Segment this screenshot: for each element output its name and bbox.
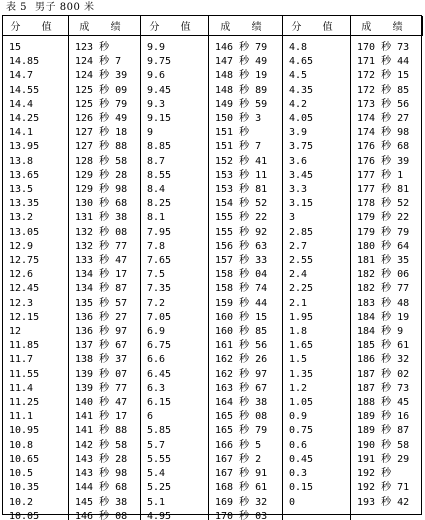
score-cell: 3.15 bbox=[289, 198, 314, 210]
score-cell: 10.2 bbox=[9, 496, 34, 508]
time-cell: 182 秒 77 bbox=[357, 283, 410, 295]
time-cell: 185 秒 61 bbox=[357, 340, 410, 352]
time-cell: 128 秒 58 bbox=[75, 155, 128, 167]
score-cell: 7.5 bbox=[147, 269, 166, 281]
time-cell: 157 秒 33 bbox=[215, 255, 268, 267]
score-cell: 7.35 bbox=[147, 283, 172, 295]
time-cell: 172 秒 15 bbox=[357, 70, 410, 82]
score-cell: 1.5 bbox=[289, 354, 308, 366]
score-cell: 2.7 bbox=[289, 240, 308, 252]
time-cell: 181 秒 35 bbox=[357, 255, 410, 267]
time-cell: 184 秒 19 bbox=[357, 311, 410, 323]
score-cell: 11.25 bbox=[9, 397, 40, 409]
score-cell: 2.55 bbox=[289, 255, 314, 267]
score-cell: 14.1 bbox=[9, 127, 34, 139]
time-cell: 139 秒 77 bbox=[75, 382, 128, 394]
score-cell: 7.2 bbox=[147, 297, 166, 309]
score-cell: 9.9 bbox=[147, 42, 166, 53]
score-cell: 12.3 bbox=[9, 297, 34, 309]
time-cell: 150 秒 3 bbox=[215, 113, 262, 125]
score-cell: 13.05 bbox=[9, 226, 40, 238]
score-cell: 13.5 bbox=[9, 184, 34, 196]
time-cell: 166 秒 5 bbox=[215, 439, 262, 451]
time-cell: 159 秒 44 bbox=[215, 297, 268, 309]
time-cell: 176 秒 39 bbox=[357, 155, 410, 167]
time-cell: 155 秒 22 bbox=[215, 212, 268, 224]
score-cell: 8.7 bbox=[147, 155, 166, 167]
score-cell: 2.85 bbox=[289, 226, 314, 238]
header-score: 分 值 bbox=[283, 16, 351, 36]
score-cell: 12.45 bbox=[9, 283, 40, 295]
header-score: 分 值 bbox=[141, 16, 209, 36]
time-cell: 151 秒 7 bbox=[215, 141, 262, 153]
time-cell: 155 秒 92 bbox=[215, 226, 268, 238]
score-cell: 1.65 bbox=[289, 340, 314, 352]
time-cell: 141 秒 17 bbox=[75, 411, 128, 423]
score-cell: 4.05 bbox=[289, 113, 314, 125]
score-cell: 8.4 bbox=[147, 184, 166, 196]
score-cell: 3.75 bbox=[289, 141, 314, 153]
score-cell: 5.1 bbox=[147, 496, 166, 508]
time-cell: 142 秒 58 bbox=[75, 439, 128, 451]
score-cell: 6.9 bbox=[147, 326, 166, 338]
score-cell: 7.95 bbox=[147, 226, 172, 238]
time-cell: 182 秒 06 bbox=[357, 269, 410, 281]
score-cell: 11.85 bbox=[9, 340, 40, 352]
score-cell: 0.9 bbox=[289, 411, 308, 423]
time-cell: 179 秒 22 bbox=[357, 212, 410, 224]
score-cell: 0.15 bbox=[289, 482, 314, 494]
score-cell: 13.8 bbox=[9, 155, 34, 167]
time-cell: 153 秒 11 bbox=[215, 169, 268, 181]
time-cell: 170 秒 73 bbox=[357, 42, 410, 53]
time-cell: 127 秒 18 bbox=[75, 127, 128, 139]
score-cell: 3 bbox=[289, 212, 296, 224]
score-cell: 9.3 bbox=[147, 98, 166, 110]
time-cell: 190 秒 58 bbox=[357, 439, 410, 451]
time-cell: 192 秒 71 bbox=[357, 482, 410, 494]
time-cell: 187 秒 02 bbox=[357, 368, 410, 380]
score-cell: 10.65 bbox=[9, 453, 40, 465]
score-cell: 12.75 bbox=[9, 255, 40, 267]
time-cell: 137 秒 67 bbox=[75, 340, 128, 352]
score-cell: 9.75 bbox=[147, 56, 172, 68]
score-cell: 4.95 bbox=[147, 510, 172, 520]
time-cell: 124 秒 7 bbox=[75, 56, 122, 68]
time-cell: 184 秒 9 bbox=[357, 326, 404, 338]
score-cell: 0.6 bbox=[289, 439, 308, 451]
time-cell: 147 秒 49 bbox=[215, 56, 268, 68]
time-cell: 167 秒 91 bbox=[215, 468, 268, 480]
time-cell: 151 秒 bbox=[215, 127, 250, 139]
time-cell: 169 秒 32 bbox=[215, 496, 268, 508]
time-cell: 136 秒 27 bbox=[75, 311, 128, 323]
score-cell: 14.7 bbox=[9, 70, 34, 82]
time-cell: 164 秒 38 bbox=[215, 397, 268, 409]
time-cell: 179 秒 79 bbox=[357, 226, 410, 238]
time-cell: 125 秒 09 bbox=[75, 84, 128, 96]
score-cell: 8.85 bbox=[147, 141, 172, 153]
score-cell: 8.25 bbox=[147, 198, 172, 210]
score-cell: 0.3 bbox=[289, 468, 308, 480]
score-cell: 10.95 bbox=[9, 425, 40, 437]
time-cell: 144 秒 68 bbox=[75, 482, 128, 494]
time-cell: 160 秒 85 bbox=[215, 326, 268, 338]
score-cell: 13.95 bbox=[9, 141, 40, 153]
score-cell: 0.75 bbox=[289, 425, 314, 437]
score-cell: 3.9 bbox=[289, 127, 308, 139]
time-cell: 158 秒 74 bbox=[215, 283, 268, 295]
score-cell: 9.6 bbox=[147, 70, 166, 82]
time-cell: 156 秒 63 bbox=[215, 240, 268, 252]
score-cell: 3.3 bbox=[289, 184, 308, 196]
score-cell: 11.7 bbox=[9, 354, 34, 366]
time-cell: 154 秒 52 bbox=[215, 198, 268, 210]
time-cell: 187 秒 73 bbox=[357, 382, 410, 394]
header-score: 分 值 bbox=[3, 16, 69, 36]
score-cell: 9 bbox=[147, 127, 154, 139]
score-column bbox=[141, 36, 209, 520]
time-cell: 168 秒 61 bbox=[215, 482, 268, 494]
score-cell: 8.1 bbox=[147, 212, 166, 224]
score-cell: 3.45 bbox=[289, 169, 314, 181]
score-cell: 2.1 bbox=[289, 297, 308, 309]
time-cell: 174 秒 27 bbox=[357, 113, 410, 125]
time-cell: 149 秒 59 bbox=[215, 98, 268, 110]
time-cell: 165 秒 08 bbox=[215, 411, 268, 423]
score-cell: 1.05 bbox=[289, 397, 314, 409]
score-cell: 7.8 bbox=[147, 240, 166, 252]
score-cell: 4.2 bbox=[289, 98, 308, 110]
score-cell: 1.35 bbox=[289, 368, 314, 380]
score-cell: 6.15 bbox=[147, 397, 172, 409]
time-cell: 125 秒 79 bbox=[75, 98, 128, 110]
time-cell: 146 秒 79 bbox=[215, 42, 268, 53]
score-cell: 6.3 bbox=[147, 382, 166, 394]
time-cell: 177 秒 1 bbox=[357, 169, 404, 181]
score-cell: 15 bbox=[9, 42, 22, 53]
time-cell: 129 秒 98 bbox=[75, 184, 128, 196]
score-cell: 0 bbox=[289, 496, 296, 508]
score-cell: 1.95 bbox=[289, 311, 314, 323]
score-cell: 2.25 bbox=[289, 283, 314, 295]
score-cell: 5.4 bbox=[147, 468, 166, 480]
score-cell: 6 bbox=[147, 411, 154, 423]
table-number: 表 5 bbox=[6, 2, 28, 13]
score-cell: 14.85 bbox=[9, 56, 40, 68]
time-column bbox=[351, 36, 423, 520]
score-cell: 1.8 bbox=[289, 326, 308, 338]
score-cell: 4.35 bbox=[289, 84, 314, 96]
time-cell: 133 秒 47 bbox=[75, 255, 128, 267]
time-cell: 123 秒 bbox=[75, 42, 110, 53]
time-cell: 152 秒 41 bbox=[215, 155, 268, 167]
score-cell: 10.8 bbox=[9, 439, 34, 451]
time-cell: 162 秒 26 bbox=[215, 354, 268, 366]
score-cell: 9.45 bbox=[147, 84, 172, 96]
score-cell: 14.4 bbox=[9, 98, 34, 110]
time-cell: 141 秒 88 bbox=[75, 425, 128, 437]
time-cell: 130 秒 68 bbox=[75, 198, 128, 210]
time-cell: 177 秒 81 bbox=[357, 184, 410, 196]
time-cell: 158 秒 04 bbox=[215, 269, 268, 281]
score-cell: 4.5 bbox=[289, 70, 308, 82]
time-cell: 148 秒 19 bbox=[215, 70, 268, 82]
time-cell: 132 秒 77 bbox=[75, 240, 128, 252]
time-cell: 124 秒 39 bbox=[75, 70, 128, 82]
time-cell: 132 秒 08 bbox=[75, 226, 128, 238]
score-cell: 13.65 bbox=[9, 169, 40, 181]
time-cell: 146 秒 08 bbox=[75, 510, 128, 520]
time-cell: 136 秒 97 bbox=[75, 326, 128, 338]
time-cell: 140 秒 47 bbox=[75, 397, 128, 409]
time-cell: 148 秒 89 bbox=[215, 84, 268, 96]
time-cell: 138 秒 37 bbox=[75, 354, 128, 366]
time-cell: 143 秒 28 bbox=[75, 453, 128, 465]
time-cell: 189 秒 16 bbox=[357, 411, 410, 423]
time-cell: 165 秒 79 bbox=[215, 425, 268, 437]
score-cell: 5.7 bbox=[147, 439, 166, 451]
score-column bbox=[283, 36, 351, 520]
time-cell: 162 秒 97 bbox=[215, 368, 268, 380]
score-cell: 8.55 bbox=[147, 169, 172, 181]
score-cell: 12.6 bbox=[9, 269, 34, 281]
score-cell: 5.85 bbox=[147, 425, 172, 437]
score-cell: 14.25 bbox=[9, 113, 40, 125]
time-cell: 174 秒 98 bbox=[357, 127, 410, 139]
time-cell: 139 秒 07 bbox=[75, 368, 128, 380]
score-cell: 4.8 bbox=[289, 42, 308, 53]
score-cell: 5.25 bbox=[147, 482, 172, 494]
time-cell: 145 秒 38 bbox=[75, 496, 128, 508]
time-cell: 186 秒 32 bbox=[357, 354, 410, 366]
score-cell: 9.15 bbox=[147, 113, 172, 125]
time-cell: 189 秒 87 bbox=[357, 425, 410, 437]
score-cell: 0.45 bbox=[289, 453, 314, 465]
score-cell: 2.4 bbox=[289, 269, 308, 281]
time-cell: 135 秒 57 bbox=[75, 297, 128, 309]
time-column bbox=[209, 36, 283, 520]
score-cell: 6.75 bbox=[147, 340, 172, 352]
score-cell: 6.45 bbox=[147, 368, 172, 380]
score-cell: 11.1 bbox=[9, 411, 34, 423]
time-column bbox=[69, 36, 141, 520]
score-cell: 11.4 bbox=[9, 382, 34, 394]
score-cell: 1.2 bbox=[289, 382, 308, 394]
score-cell: 12 bbox=[9, 326, 22, 338]
score-column bbox=[3, 36, 69, 520]
score-cell: 4.65 bbox=[289, 56, 314, 68]
score-cell: 5.55 bbox=[147, 453, 172, 465]
time-cell: 180 秒 64 bbox=[357, 240, 410, 252]
table-caption bbox=[6, 2, 95, 14]
score-cell: 10.35 bbox=[9, 482, 40, 494]
header-time: 成 绩 bbox=[209, 16, 283, 36]
time-cell: 183 秒 48 bbox=[357, 297, 410, 309]
time-cell: 163 秒 67 bbox=[215, 382, 268, 394]
time-cell: 143 秒 98 bbox=[75, 468, 128, 480]
time-cell: 172 秒 85 bbox=[357, 84, 410, 96]
score-cell: 6.6 bbox=[147, 354, 166, 366]
time-cell: 129 秒 28 bbox=[75, 169, 128, 181]
time-cell: 167 秒 2 bbox=[215, 453, 262, 465]
score-cell: 14.55 bbox=[9, 84, 40, 96]
time-cell: 134 秒 87 bbox=[75, 283, 128, 295]
time-cell: 171 秒 44 bbox=[357, 56, 410, 68]
time-cell: 131 秒 38 bbox=[75, 212, 128, 224]
score-cell: 12.9 bbox=[9, 240, 34, 252]
time-cell: 126 秒 49 bbox=[75, 113, 128, 125]
score-cell: 10.5 bbox=[9, 468, 34, 480]
score-cell: 10.05 bbox=[9, 510, 40, 520]
time-cell: 153 秒 81 bbox=[215, 184, 268, 196]
score-cell: 13.35 bbox=[9, 198, 40, 210]
time-cell: 173 秒 56 bbox=[357, 98, 410, 110]
score-cell: 7.05 bbox=[147, 311, 172, 323]
time-cell: 193 秒 42 bbox=[357, 496, 410, 508]
scoring-table bbox=[2, 15, 422, 520]
time-cell: 176 秒 68 bbox=[357, 141, 410, 153]
time-cell: 192 秒 bbox=[357, 468, 392, 480]
time-cell: 161 秒 56 bbox=[215, 340, 268, 352]
table-title: 男子 800 米 bbox=[35, 2, 95, 13]
time-cell: 178 秒 52 bbox=[357, 198, 410, 210]
time-cell: 127 秒 88 bbox=[75, 141, 128, 153]
time-cell: 134 秒 17 bbox=[75, 269, 128, 281]
time-cell: 191 秒 29 bbox=[357, 453, 410, 465]
score-cell: 12.15 bbox=[9, 311, 40, 323]
time-cell: 188 秒 45 bbox=[357, 397, 410, 409]
header-time: 成 绩 bbox=[69, 16, 141, 36]
time-cell: 160 秒 15 bbox=[215, 311, 268, 323]
score-cell: 13.2 bbox=[9, 212, 34, 224]
time-cell: 170 秒 03 bbox=[215, 510, 268, 520]
score-cell: 3.6 bbox=[289, 155, 308, 167]
score-cell: 7.65 bbox=[147, 255, 172, 267]
score-cell: 11.55 bbox=[9, 368, 40, 380]
header-time: 成 绩 bbox=[351, 16, 423, 36]
